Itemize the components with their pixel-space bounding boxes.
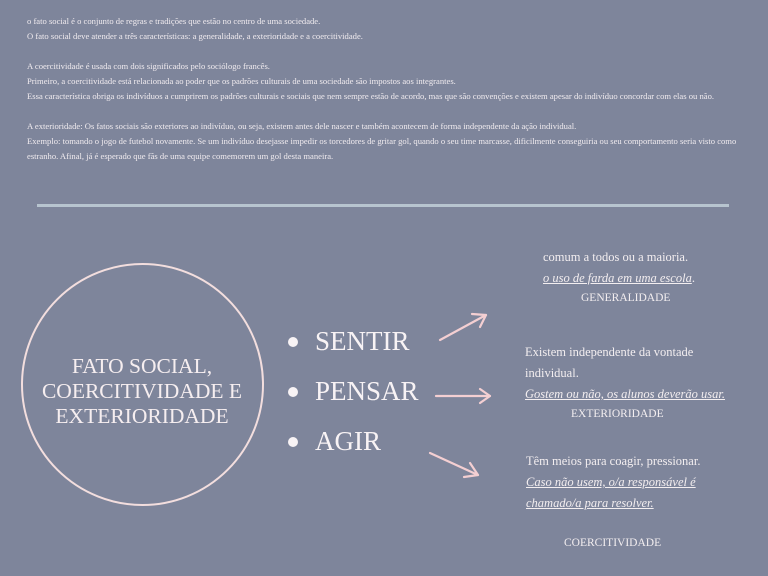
central-concept: FATO SOCIAL, COERCITIVIDADE E EXTERIORIDADE [41, 354, 243, 428]
verb-label: SENTIR [315, 326, 410, 356]
coercitividade-label: COERCITIVIDADE [564, 537, 662, 549]
intro-line: Primeiro, a coercitividade está relacionada ao poder que os padrões culturais de uma sociedade são impostos aos integrantes. [27, 76, 456, 86]
generalidade-block [543, 247, 743, 289]
intro-line: A exterioridade: Os fatos sociais são exteriores ao indivíduo, ou seja, existem antes dele nascer e também acontecem de forma independente da ação individual. [27, 121, 577, 131]
intro-line: o fato social é o conjunto de regras e tradições que estão no centro de uma sociedade. [27, 16, 321, 26]
arrow-down-right-icon [430, 453, 478, 477]
coercitividade-example: Caso não usem, o/a responsável é chamado/a para resolver. [526, 475, 696, 510]
intro-line: A coercitividade é usada com dois significados pelo sociólogo francês. [27, 61, 270, 71]
generalidade-label: GENERALIDADE [581, 292, 671, 304]
coercitividade-description: Têm meios para coagir, pressionar. [526, 454, 701, 468]
exterioridade-example: Gostem ou não, os alunos deverão usar. [525, 387, 725, 401]
generalidade-example-end: . [691, 271, 695, 285]
exterioridade-description: Existem independente da vontade individual. [525, 345, 694, 380]
intro-line: Exemplo: tomando o jogo de futebol novamente. Se um indivíduo desejasse impedir os torcedores de gritar gol, quando o seu time marcasse, dificilmente conseguiria ou seu comportamento seria visto como estranho. Afinal, já é esperado que fãs de uma equipe comemorem um gol desta maneira. [27, 136, 737, 161]
generalidade-example: o uso de farda em uma escola [543, 271, 692, 285]
exterioridade-label: EXTERIORIDADE [571, 408, 664, 420]
generalidade-example-line [543, 268, 743, 289]
intro-line: Essa característica obriga os indivíduos a cumprirem os padrões culturais e sociais que nem sempre estão de acordo, mas que são convenções e existem apesar do indivíduo concordar com elas ou não. [27, 91, 715, 101]
arrow-up-right-icon [440, 314, 486, 340]
exterioridade-block [525, 342, 735, 405]
arrow-right-icon [436, 389, 490, 403]
intro-line: O fato social deve atender a três características: a generalidade, a exterioridade e a coercitividade. [27, 31, 363, 41]
verb-label: PENSAR [315, 376, 419, 406]
generalidade-description: comum a todos ou a maioria. [543, 250, 689, 264]
verb-label: AGIR [315, 426, 381, 456]
coercitividade-block [526, 451, 731, 514]
